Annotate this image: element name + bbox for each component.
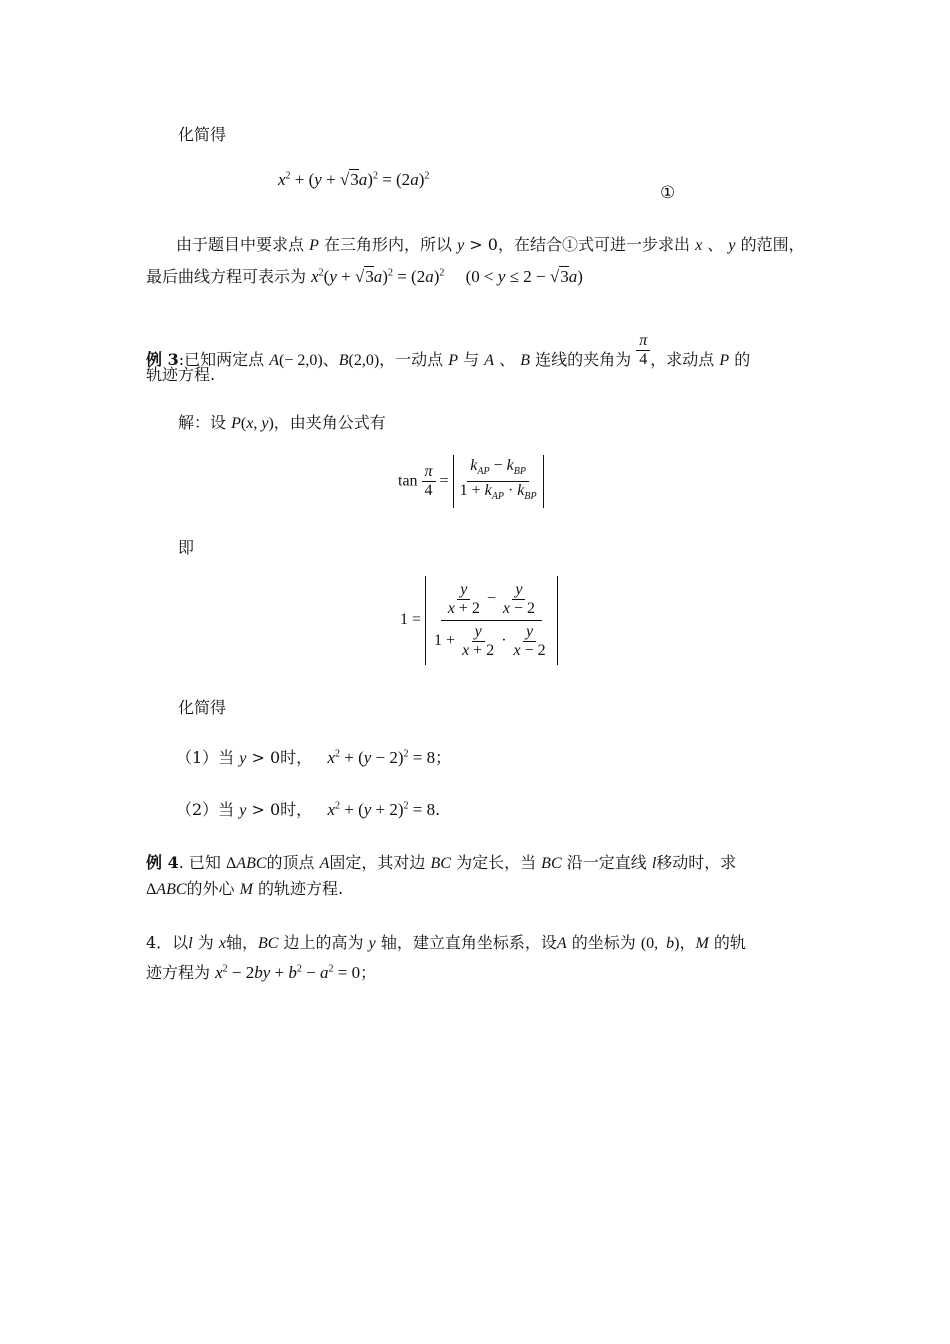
example-4-line-1: 例 4. 已知 ΔABC的顶点 A固定，其对边 BC 为定长，当 BC 沿一定直线 l移动时，求: [146, 853, 737, 872]
example-3-line-2: 轨迹方程.: [146, 365, 216, 384]
solution-line: 解：设 P(x, y)，由夹角公式有: [178, 413, 386, 432]
example-4-line-2: ΔABC的外心 M 的轨迹方程.: [146, 879, 344, 898]
equation-1: $x^2 + (y + √3a)^2 = (2a)^2$: [278, 170, 430, 189]
case-1: （1）当 y > 0时， $x^2 + (y - 2)^2 = 8$；: [176, 748, 452, 767]
paragraph-line-1: 由于题目中要求点 P 在三角形内，所以 y > 0，在结合①式可进一步求出 x 、 y 的范围，: [176, 235, 805, 254]
paragraph-line-2: 最后曲线方程可表示为 $x^2(y + √3a)^2 = (2a)^2$ (0 < y ≤ 2 − √3a): [146, 267, 583, 286]
case-2: （2）当 y > 0时， $x^2 + (y + 2)^2 = 8$.: [176, 800, 441, 819]
equation-ratio: 1 = $\frac{y}{x + 2}$ − $\frac{y}{x - 2}$ 1 + $\frac{y}{x + 2}$ · $\frac{y}{x - 2}$: [400, 576, 558, 665]
text-ji: 即: [178, 538, 195, 557]
example-3-line-1: 例 3:已知两定点 A(− 2,0)、B(2,0)，一动点 P 与 A 、 B 连线的夹角为 $\frac{\pi}{4}$ ，求动点 P 的: [146, 332, 751, 369]
answer-4-line-2: 迹方程为 $x^2 - 2by + b^2 - a^2 = 0$；: [146, 963, 377, 982]
text-simplify-2: 化简得: [178, 698, 227, 717]
answer-4-line-1: 4．以l 为 x轴，BC 边上的高为 y 轴，建立直角坐标系，设A 的坐标为 (0, b)，M 的轨: [146, 933, 746, 952]
text-simplify-1: 化简得: [178, 125, 227, 144]
tan-formula: tan $\frac{\pi}{4}$ = $\frac{k_{AP} - k_{BP}}{1 + k_{AP} \cdot k_{BP}}$: [398, 455, 544, 508]
equation-number-1: ①: [660, 183, 676, 203]
